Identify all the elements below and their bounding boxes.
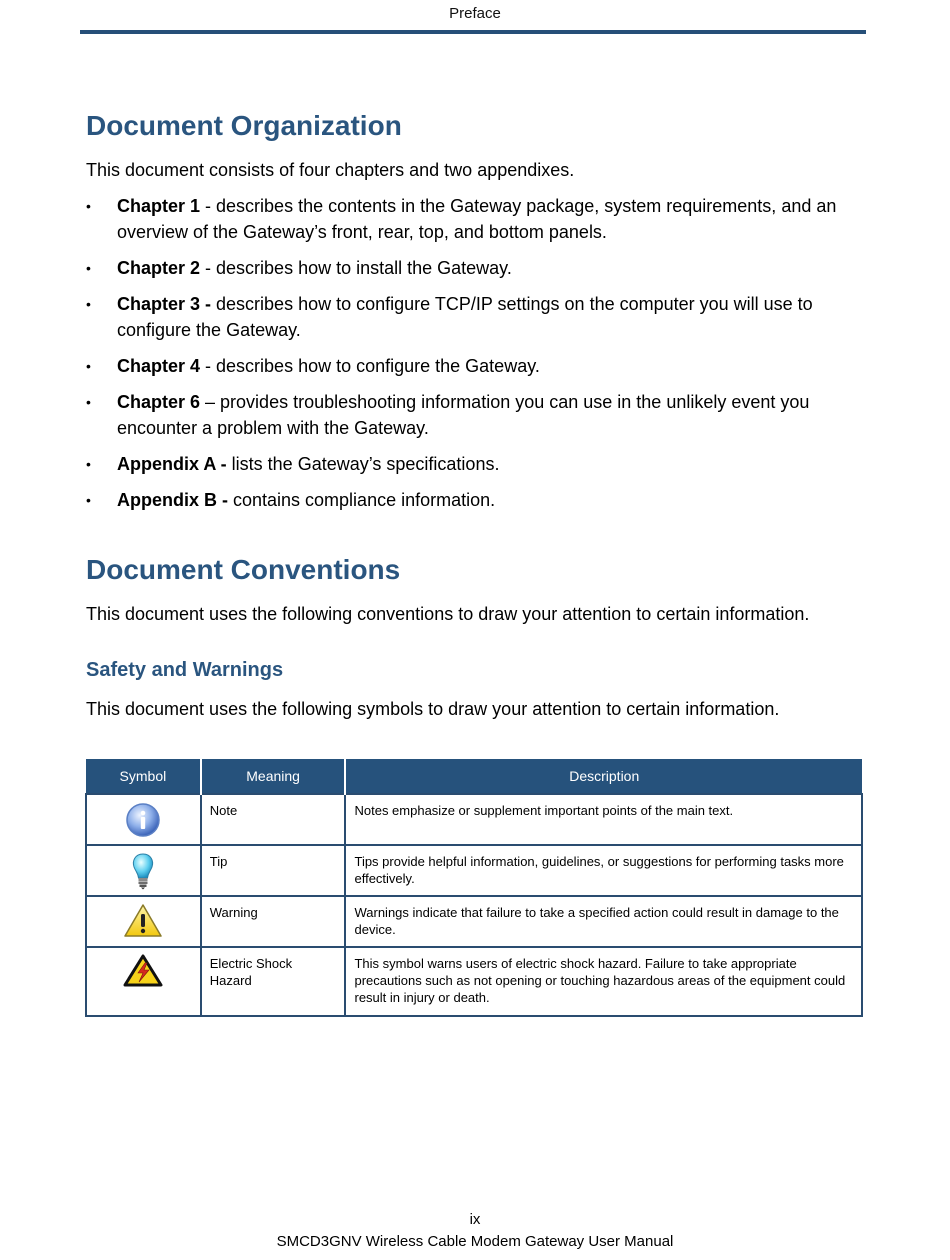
description-cell: Warnings indicate that failure to take a specified action could result in damage to the device. [345, 896, 862, 947]
chapter-list [86, 193, 866, 523]
symbol-cell [86, 947, 201, 1016]
header-divider [80, 30, 866, 34]
conventions-table [85, 759, 863, 1017]
list-item-label: Chapter 3 - [117, 294, 212, 314]
meaning-cell: Warning [201, 896, 346, 947]
description-cell: Tips provide helpful information, guidelines, or suggestions for performing tasks more effectively. [345, 845, 862, 896]
list-item-text: lists the Gateway’s specifications. [226, 454, 500, 474]
table-row [86, 896, 862, 947]
column-header-symbol: Symbol [86, 759, 201, 794]
meaning-cell: Note [201, 794, 346, 845]
list-item-label: Chapter 1 [117, 196, 201, 216]
list-item: • Appendix A - lists the Gateway’s specifications. [86, 454, 500, 474]
table-row [86, 947, 862, 1016]
list-item-text: - describes how to install the Gateway. [200, 258, 512, 278]
list-item-text: - describes how to configure the Gateway. [200, 356, 540, 376]
list-item: • Chapter 6 – provides troubleshooting information you can use in the unlikely event you encounter a problem with the Gateway. [86, 392, 810, 438]
list-item-label: Chapter 6 [117, 392, 201, 412]
organization-intro: This document consists of four chapters and two appendixes. [86, 160, 575, 180]
symbol-cell [86, 845, 201, 896]
document-conventions-heading: Document Conventions [86, 554, 401, 585]
column-header-description: Description [345, 759, 862, 794]
list-item-text: contains compliance information. [228, 490, 496, 510]
list-item-text: - describes the contents in the Gateway package, system requirements, and an overview of the Gateway’s front, rear, top, and bottom panels. [117, 196, 837, 242]
manual-title: SMCD3GNV Wireless Cable Modem Gateway User Manual [276, 1233, 674, 1250]
list-item: • Appendix B - contains compliance information. [86, 490, 496, 510]
meaning-cell: Electric Shock Hazard [201, 947, 346, 1016]
table-header-row [86, 759, 862, 794]
description-cell: This symbol warns users of electric shock hazard. Failure to take appropriate precautions such as not opening or touching hazardous areas of the equipment could result in injury or death. [345, 947, 862, 1016]
list-item: • Chapter 4 - describes how to configure the Gateway. [86, 356, 540, 376]
list-item-label: Chapter 4 [117, 356, 201, 376]
column-header-meaning: Meaning [201, 759, 346, 794]
list-item: • Chapter 3 - describes how to configure TCP/IP settings on the computer you will use to configure the Gateway. [86, 294, 813, 340]
warning-icon [123, 903, 163, 939]
safety-warnings-heading: Safety and Warnings [86, 659, 284, 681]
meaning-cell: Tip [201, 845, 346, 896]
table-row [86, 845, 862, 896]
symbol-cell [86, 794, 201, 845]
page-header-title: Preface [449, 5, 501, 22]
table-row [86, 794, 862, 845]
list-item-text: – provides troubleshooting information you can use in the unlikely event you encounter a problem with the Gateway. [117, 392, 810, 438]
tip-lightbulb-icon [130, 852, 156, 890]
description-cell: Notes emphasize or supplement important points of the main text. [345, 794, 862, 845]
page-number: ix [469, 1211, 481, 1228]
list-item: • Chapter 2 - describes how to install the Gateway. [86, 258, 512, 278]
symbol-cell [86, 896, 201, 947]
list-item-label: Chapter 2 [117, 258, 201, 278]
list-item-text: describes how to configure TCP/IP settings on the computer you will use to configure the Gateway. [117, 294, 813, 340]
list-item-label: Appendix A - [117, 454, 227, 474]
electric-shock-hazard-icon [123, 954, 163, 988]
list-item: • Chapter 1 - describes the contents in the Gateway package, system requirements, and an overview of the Gateway’s front, rear, top, and bottom panels. [86, 196, 837, 242]
document-organization-heading: Document Organization [86, 110, 402, 141]
list-item-label: Appendix B - [117, 490, 228, 510]
safety-intro: This document uses the following symbols to draw your attention to certain information. [86, 699, 780, 719]
note-info-icon [124, 801, 162, 839]
conventions-intro: This document uses the following conventions to draw your attention to certain information. [86, 604, 810, 624]
